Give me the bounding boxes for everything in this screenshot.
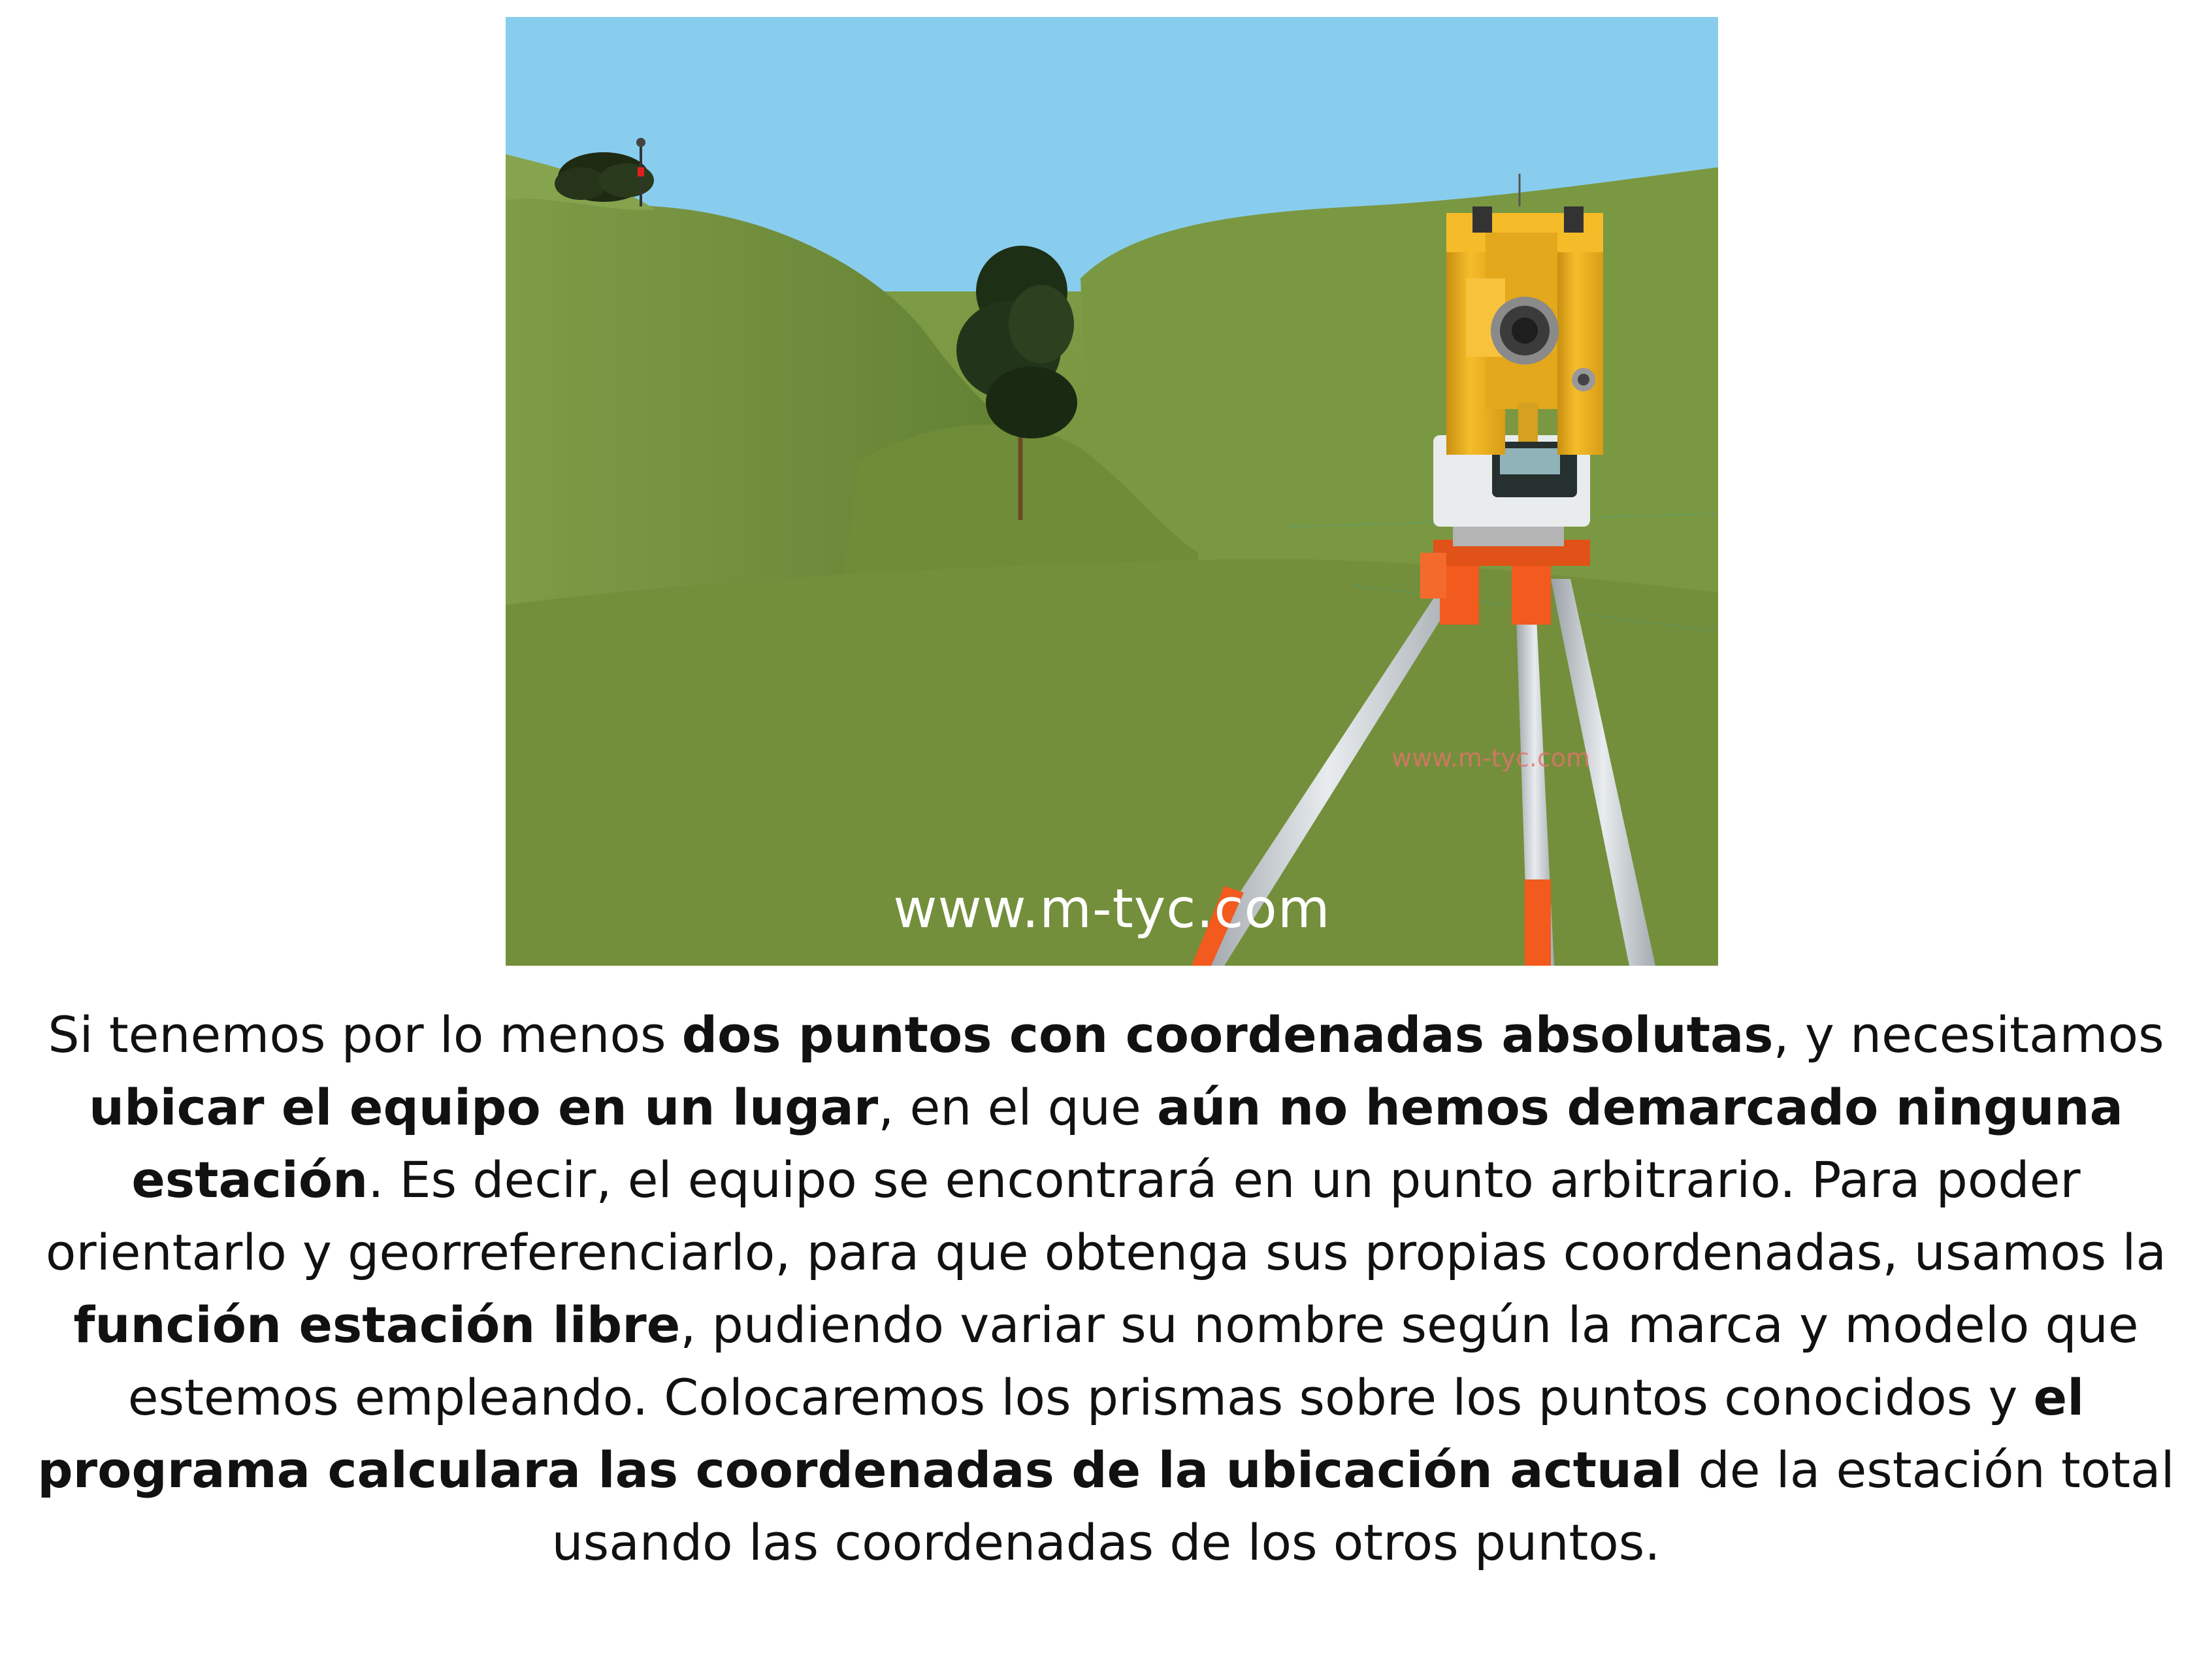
caption-text: , y necesitamos	[1773, 1006, 2164, 1064]
landscape-drawing	[506, 17, 1718, 966]
caption-bold-phrase: el programa calculara las coordenadas de la ubicación actual	[37, 1368, 2085, 1499]
caption-text: . Es decir, el equipo se encontrará en un punto arbitrario. Para poder orientarlo y georreferenciarlo, para que obtenga sus propias coordenadas, usamos la	[45, 1151, 2167, 1281]
caption-bold-phrase: dos puntos con coordenadas absolutas	[681, 1006, 1774, 1064]
survey-scene-illustration	[506, 17, 1718, 966]
caption-bold-phrase: función estación libre	[73, 1296, 681, 1354]
caption-text: , en el que	[878, 1078, 1157, 1136]
caption-bold-phrase: aún no hemos demarcado ninguna estación	[131, 1078, 2123, 1209]
watermark-faint: www.m-tyc.com	[1391, 744, 1591, 772]
watermark: www.m-tyc.com	[893, 878, 1331, 940]
caption-text: Si tenemos por lo menos	[48, 1006, 682, 1064]
caption-bold-phrase: ubicar el equipo en un lugar	[89, 1078, 879, 1136]
caption-paragraph	[7, 998, 2205, 1579]
caption-text: de la estación total usando las coordenadas de los otros puntos.	[551, 1441, 2175, 1571]
caption-text: , pudiendo variar su nombre según la marca y modelo que estemos empleando. Colocaremos los prismas sobre los puntos conocidos y	[127, 1296, 2139, 1426]
total-station-icon	[1433, 206, 1603, 527]
